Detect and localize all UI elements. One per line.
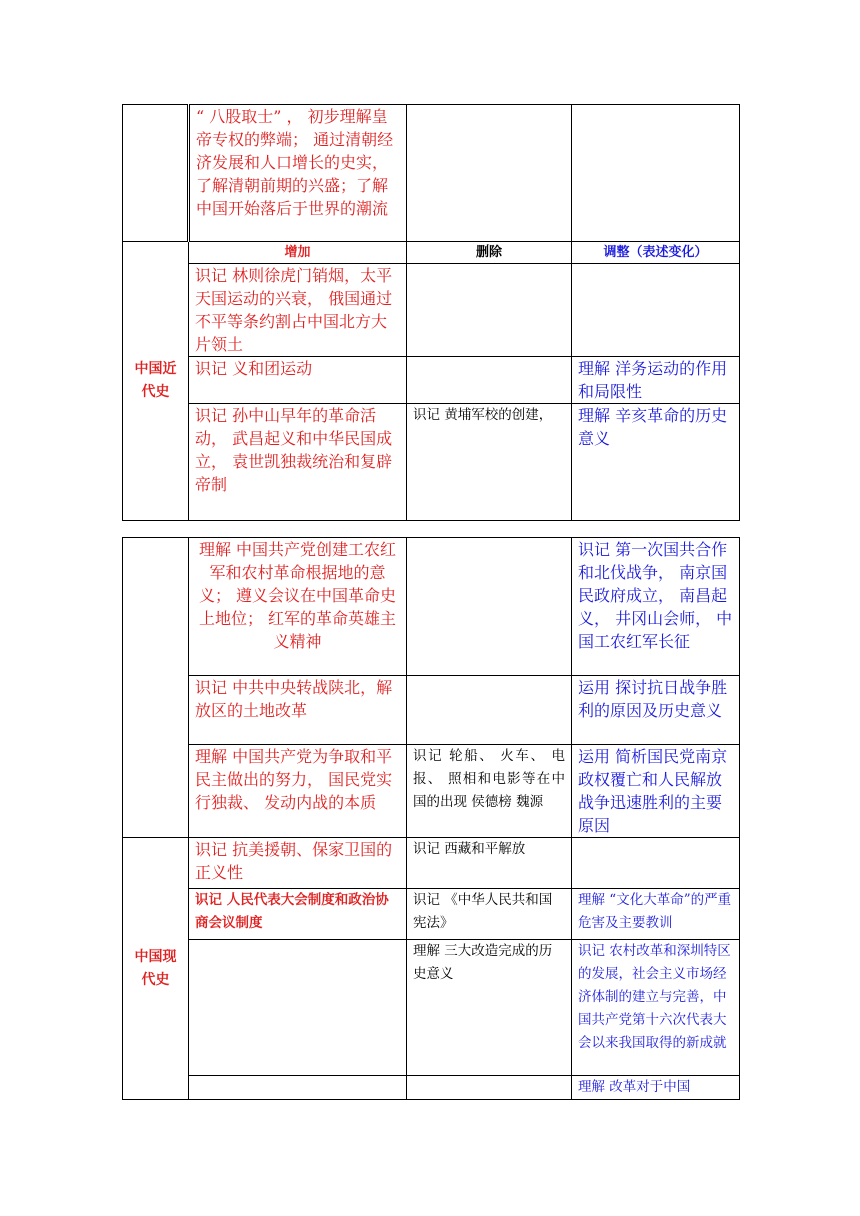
table-cell-add xyxy=(189,940,407,1076)
table-cell-adjust xyxy=(572,264,740,357)
table-cell-add: 理解 中国共产党为争取和平民主做出的努力， 国民党实行独裁、 发动内战的本质 xyxy=(189,745,407,838)
table-cell-add: 识记 林则徐虎门销烟，太平天国运动的兴衰， 俄国通过不平等条约割占中国北方大片领土 xyxy=(189,264,407,357)
table-row xyxy=(123,357,740,404)
table-cell-add: 识记 孙中山早年的革命活动， 武昌起义和中华民国成立， 袁世凯独裁统治和复辟帝制 xyxy=(189,404,407,521)
table-row xyxy=(123,838,740,889)
table-cell-adjust: 理解 辛亥革命的历史意义 xyxy=(572,404,740,521)
table-cell-delete xyxy=(407,1076,572,1100)
header-delete: 删除 xyxy=(407,242,572,264)
section-label-modern: 中国近代史 xyxy=(123,242,189,521)
table-row xyxy=(123,1076,740,1100)
table-cell-add: 识记 中共中央转战陕北，解放区的土地改革 xyxy=(189,676,407,745)
table-cell-add xyxy=(189,1076,407,1100)
table-modern-history xyxy=(122,104,740,521)
table-row xyxy=(123,940,740,1076)
table-row xyxy=(123,538,740,676)
table-cell-delete xyxy=(407,357,572,404)
table-cell-delete: 识记 轮船、 火车、 电报、 照相和电影等在中国的出现 侯德榜 魏源 xyxy=(407,745,572,838)
table-cell-delete: 识记 《中华人民共和国宪法》 xyxy=(407,889,572,940)
empty-cell xyxy=(123,105,189,242)
table-cell-add: 识记 人民代表大会制度和政治协商会议制度 xyxy=(189,889,407,940)
empty-cell xyxy=(407,105,572,242)
table-contemporary-history xyxy=(122,537,740,1100)
table-row xyxy=(123,889,740,940)
table-cell-adjust: 理解 “文化大革命”的严重危害及主要教训 xyxy=(572,889,740,940)
table-row xyxy=(123,676,740,745)
table-row xyxy=(123,264,740,357)
section-label-contemporary: 中国现代史 xyxy=(123,838,189,1100)
table-cell-adjust: 理解 洋务运动的作用和局限性 xyxy=(572,357,740,404)
table-cell-delete xyxy=(407,538,572,676)
header-add: 增加 xyxy=(189,242,407,264)
table-cell-adjust: 运用 探讨抗日战争胜利的原因及历史意义 xyxy=(572,676,740,745)
table-cell-delete: 识记 黄埔军校的创建， xyxy=(407,404,572,521)
empty-cell xyxy=(123,538,189,838)
table-cell-add: 理解 中国共产党创建工农红军和农村革命根据地的意义； 遵义会议在中国革命史上地位； 红军的革命英雄主义精神 xyxy=(189,538,407,676)
table-cell-delete: 识记 西藏和平解放 xyxy=(407,838,572,889)
table-cell-delete xyxy=(407,264,572,357)
table-cell-adjust xyxy=(572,838,740,889)
header-row xyxy=(123,242,740,264)
table-cell-add: “ 八股取士” ， 初步理解皇帝专权的弊端； 通过清朝经济发展和人口增长的史实， 了解清朝前期的兴盛；了解中国开始落后于世界的潮流 xyxy=(189,105,407,242)
table-row xyxy=(123,404,740,521)
header-adjust: 调整（表述变化） xyxy=(572,242,740,264)
table-cell-delete: 理解 三大改造完成的历史意义 xyxy=(407,940,572,1076)
empty-cell xyxy=(572,105,740,242)
table-cell-add: 识记 抗美援朝、保家卫国的正义性 xyxy=(189,838,407,889)
table-cell-adjust: 理解 改革对于中国 xyxy=(572,1076,740,1100)
table-cell-adjust: 运用 简析国民党南京政权覆亡和人民解放战争迅速胜利的主要原因 xyxy=(572,745,740,838)
table-row xyxy=(123,105,740,242)
table-row xyxy=(123,745,740,838)
table-cell-adjust: 识记 第一次国共合作和北伐战争， 南京国民政府成立， 南昌起义， 井冈山会师， 中国工农红军长征 xyxy=(572,538,740,676)
table-cell-add: 识记 义和团运动 xyxy=(189,357,407,404)
table-cell-adjust: 识记 农村改革和深圳特区的发展，社会主义市场经济体制的建立与完善，中国共产党第十六次代表大会以来我国取得的新成就 xyxy=(572,940,740,1076)
table-cell-delete xyxy=(407,676,572,745)
